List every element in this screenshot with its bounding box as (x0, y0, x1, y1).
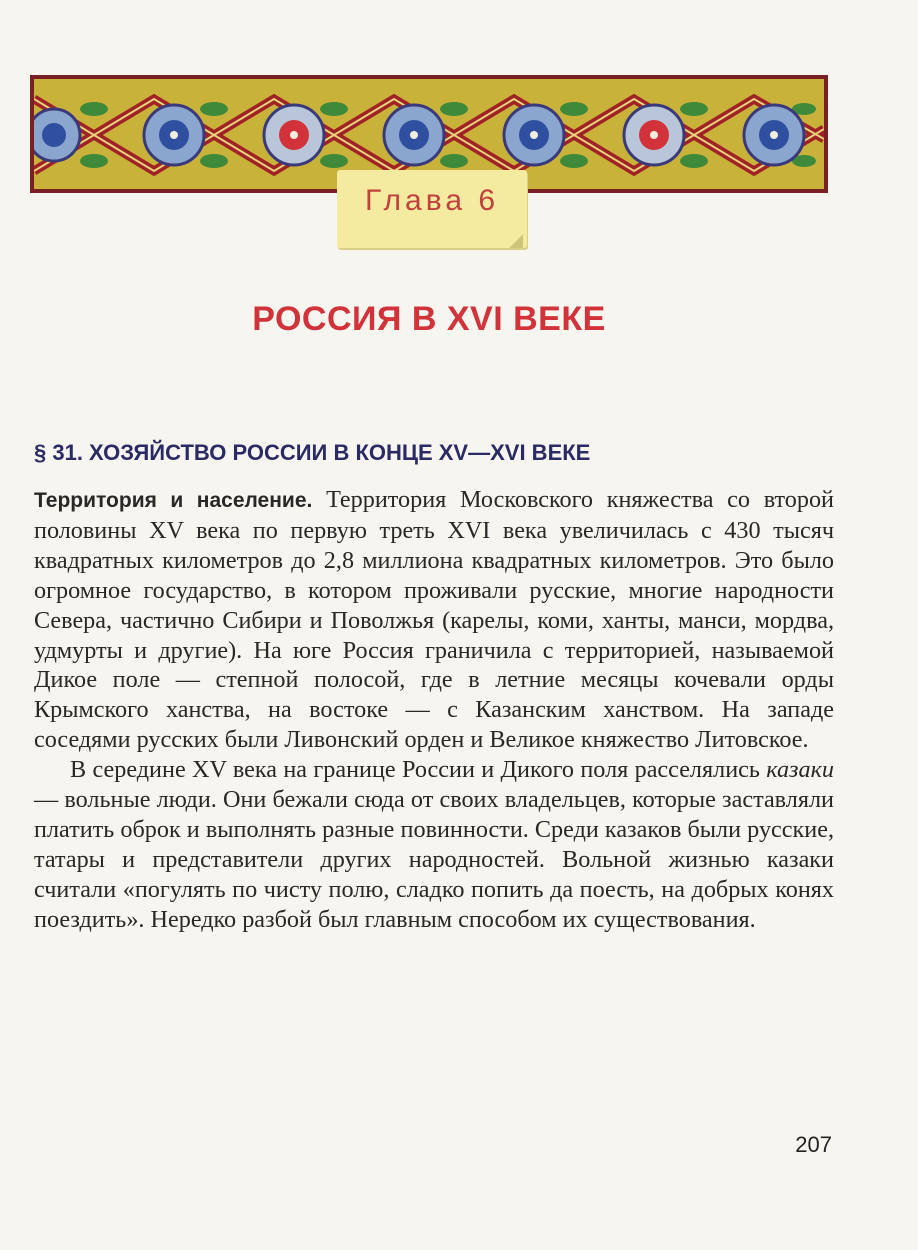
page-number: 207 (795, 1132, 832, 1157)
paragraph-cossacks (34, 755, 834, 934)
paragraph-text-start: В середине XV века на границе России и Дикого поля расселялись (70, 756, 767, 784)
paragraph-text: Территория Московского княжества со второй половины XV века по первую треть XVI века увеличилась с 430 тысяч квадратных километров до 2,8 миллиона квадратных километров. Это было огромное государство, в котором проживали русские, многие народности Севера, частично Сибири и Поволжья (карелы, коми, ханты, манси, мордва, удмурты и другие). На юге Россия граничила с территорией, называемой Дикое поле — степной полосой, где в летние месяцы кочевали орды Крымского ханства, на востоке — с Казанским ханством. На западе соседями русских были Ливонский орден и Великое княжество Литовское. (34, 486, 834, 754)
key-term: казаки (766, 756, 834, 784)
paragraph-text-end: — вольные люди. Они бежали сюда от своих владельцев, которые заставляли платить оброк и выполнять разные повинности. Среди казаков были русские, татары и представители других народностей. Вольной жизнью казаки считали «погулять по чисту полю, сладко попить да поесть, на добрых конях поездить». Нередко разбой был главным способом их существования. (34, 786, 834, 933)
section-title: § 31. ХОЗЯЙСТВО РОССИИ В КОНЦЕ XV—XVI ВЕКЕ (34, 440, 591, 465)
paragraph-territory (34, 485, 834, 755)
chapter-label-tag (337, 170, 527, 250)
chapter-title: РОССИЯ В XVI ВЕКЕ (252, 300, 606, 338)
paragraph-lead: Территория и население. (34, 489, 313, 512)
folded-corner (509, 234, 523, 248)
chapter-label: Глава 6 (364, 184, 500, 217)
body-text (34, 485, 834, 935)
